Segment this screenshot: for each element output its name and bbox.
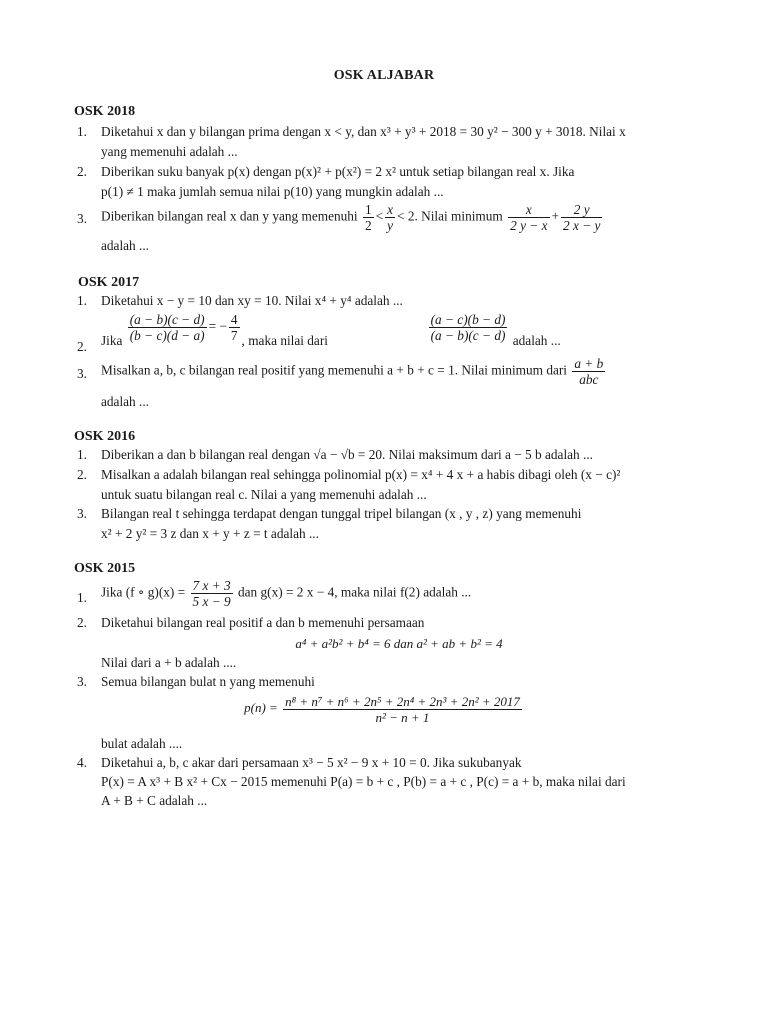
section-heading: OSK 2017: [78, 275, 140, 290]
problem-text-line-1: Diketahui x dan y bilangan prima dengan x < y, dan x³ + y³ + 2018 = 30 y² − 300 y + 3018. Nilai x: [101, 124, 626, 139]
display-equation: [0, 694, 768, 725]
fraction-denominator: 2: [364, 218, 372, 233]
problem-text-line-2: untuk suatu bilangan real c. Nilai a yang memenuhi adalah ...: [101, 487, 427, 502]
fraction-x-over-y: [385, 202, 395, 233]
section-heading: OSK 2016: [74, 429, 136, 444]
problem-text-line-2: p(1) ≠ 1 maka jumlah semua nilai p(10) yang mungkin adalah ...: [101, 184, 444, 199]
fraction-denominator: y: [387, 218, 394, 233]
fraction-numerator: x: [508, 202, 549, 218]
problem-text-line-1: [101, 578, 471, 609]
problem-text-line-1: Diberikan a dan b bilangan real dengan √a − √b = 20. Nilai maksimum dari a − 5 b adalah ...: [101, 447, 593, 462]
fraction-numerator: (a − b)(c − d): [129, 312, 205, 327]
problem-text-line-1: [101, 356, 607, 387]
problem-number: 2.: [77, 339, 87, 354]
problem-text-line-2: bulat adalah ....: [101, 736, 183, 751]
fraction-denominator: 2 x − y: [563, 218, 601, 233]
problem-number: 2.: [77, 164, 87, 179]
problem-text-line-1: Diberikan suku banyak p(x) dengan p(x)² + p(x²) = 2 x² untuk setiap bilangan real x. Jika: [101, 164, 575, 179]
problem-text: , maka nilai dari: [241, 332, 328, 348]
fraction-expression-1: [508, 202, 549, 233]
problem-text: Misalkan a, b, c bilangan real positif yang memenuhi a + b + c = 1. Nilai minimum dari: [101, 362, 567, 378]
problem-text-line-3: A + B + C adalah ...: [101, 793, 208, 808]
fraction-numerator: 2 y: [561, 202, 602, 218]
problem-text-line-1: Misalkan a adalah bilangan real sehingga polinomial p(x) = x⁴ + 4 x + a habis dibagi oleh (x − c)²: [101, 467, 621, 482]
fraction-denominator: 2 y − x: [510, 218, 548, 233]
fraction-numerator: 7 x + 3: [192, 578, 231, 593]
fraction-numerator: 4: [230, 312, 238, 327]
section-heading: OSK 2015: [74, 561, 136, 576]
fraction-denominator: (a − b)(c − d): [430, 328, 506, 343]
problem-number: 1.: [77, 293, 87, 308]
fraction-expression-2: [561, 202, 602, 233]
fraction-denominator: abc: [579, 372, 599, 387]
problem-number: 1.: [77, 447, 87, 462]
problem-text-line-2: adalah ...: [101, 394, 149, 409]
fraction-given-ratio: [128, 312, 207, 343]
fraction-one-half: [363, 202, 374, 233]
problem-text: dan g(x) = 2 x − 4, maka nilai f(2) adalah ...: [237, 584, 472, 600]
problem-text-line-2: adalah ...: [101, 238, 149, 253]
document-title: OSK ALJABAR: [333, 68, 435, 83]
problem-text: Jika: [101, 332, 123, 348]
equation-left: p(n) =: [244, 700, 278, 716]
section-heading: OSK 2018: [74, 104, 136, 119]
fraction-denominator: 7: [230, 328, 238, 343]
problem-number: 1.: [77, 590, 87, 605]
problem-number: 2.: [77, 615, 87, 630]
problem-number: 3.: [77, 506, 87, 521]
fraction-numerator: a + b: [574, 356, 604, 371]
fraction-numerator: n⁸ + n⁷ + n⁶ + 2n⁵ + 2n⁴ + 2n³ + 2n² + 2017: [285, 694, 520, 709]
fraction-target-ratio: [429, 312, 508, 343]
problem-number: 4.: [77, 755, 87, 770]
problem-number: 1.: [77, 124, 87, 139]
fraction-denominator: (b − c)(d − a): [129, 328, 205, 343]
problem-number: 3.: [77, 366, 87, 381]
problem-text-line-1: Diketahui bilangan real positif a dan b memenuhi persamaan: [101, 615, 425, 630]
display-equation: a⁴ + a²b² + b⁴ = 6 dan a² + ab + b² = 4: [295, 636, 503, 651]
fraction-numerator: 1: [364, 202, 372, 217]
fraction-numerator: (a − c)(b − d): [430, 312, 506, 327]
problem-number: 2.: [77, 467, 87, 482]
problem-text: < 2. Nilai minimum: [397, 208, 503, 224]
fraction-denominator: n² − n + 1: [375, 710, 430, 725]
problem-text-line-1: Diketahui x − y = 10 dan xy = 10. Nilai x⁴ + y⁴ adalah ...: [101, 293, 403, 308]
problem-number: 3.: [77, 211, 87, 226]
fraction-minus-four-sevenths: [229, 312, 240, 343]
problem-text-line-2: yang memenuhi adalah ...: [101, 144, 238, 159]
problem-text-line-1: Diberikan bilangan real x dan y yang memenuhi $\frac{1}{2}$ < $\frac{x}{y}$ < 2. Nilai minimum $\frac{x}{2 y - x}$ + $\frac{2 y}{2 x - y}$: [101, 202, 601, 233]
problem-text-line-1: [101, 312, 561, 348]
problem-text: Jika (f ∘ g)(x) =: [101, 584, 186, 600]
problem-text: Diberikan bilangan real x dan y yang memenuhi: [101, 208, 358, 224]
fraction-objective: [572, 356, 605, 387]
fraction-numerator: x: [387, 202, 394, 217]
problem-text: adalah ...: [512, 332, 561, 348]
problem-text-line-1: Semua bilangan bulat n yang memenuhi: [101, 674, 315, 689]
problem-number: 3.: [77, 674, 87, 689]
fraction-denominator: 5 x − 9: [192, 594, 231, 609]
problem-text-line-2: x² + 2 y² = 3 z dan x + y + z = t adalah ...: [101, 526, 319, 541]
problem-text-line-1: Bilangan real t sehingga terdapat dengan tunggal tripel bilangan (x , y , z) yang memenuhi: [101, 506, 582, 521]
problem-text-line-2: Nilai dari a + b adalah ....: [101, 655, 237, 670]
problem-text-line-2: P(x) = A x³ + B x² + Cx − 2015 memenuhi P(a) = b + c , P(b) = a + c , P(c) = a + b, maka nilai dari: [101, 774, 626, 789]
fraction-polynomial: [283, 694, 522, 725]
fraction-composition: [191, 578, 233, 609]
problem-text-line-1: Diketahui a, b, c akar dari persamaan x³ − 5 x² − 9 x + 10 = 0. Jika sukubanyak: [101, 755, 522, 770]
problem-text: = −: [208, 318, 227, 334]
